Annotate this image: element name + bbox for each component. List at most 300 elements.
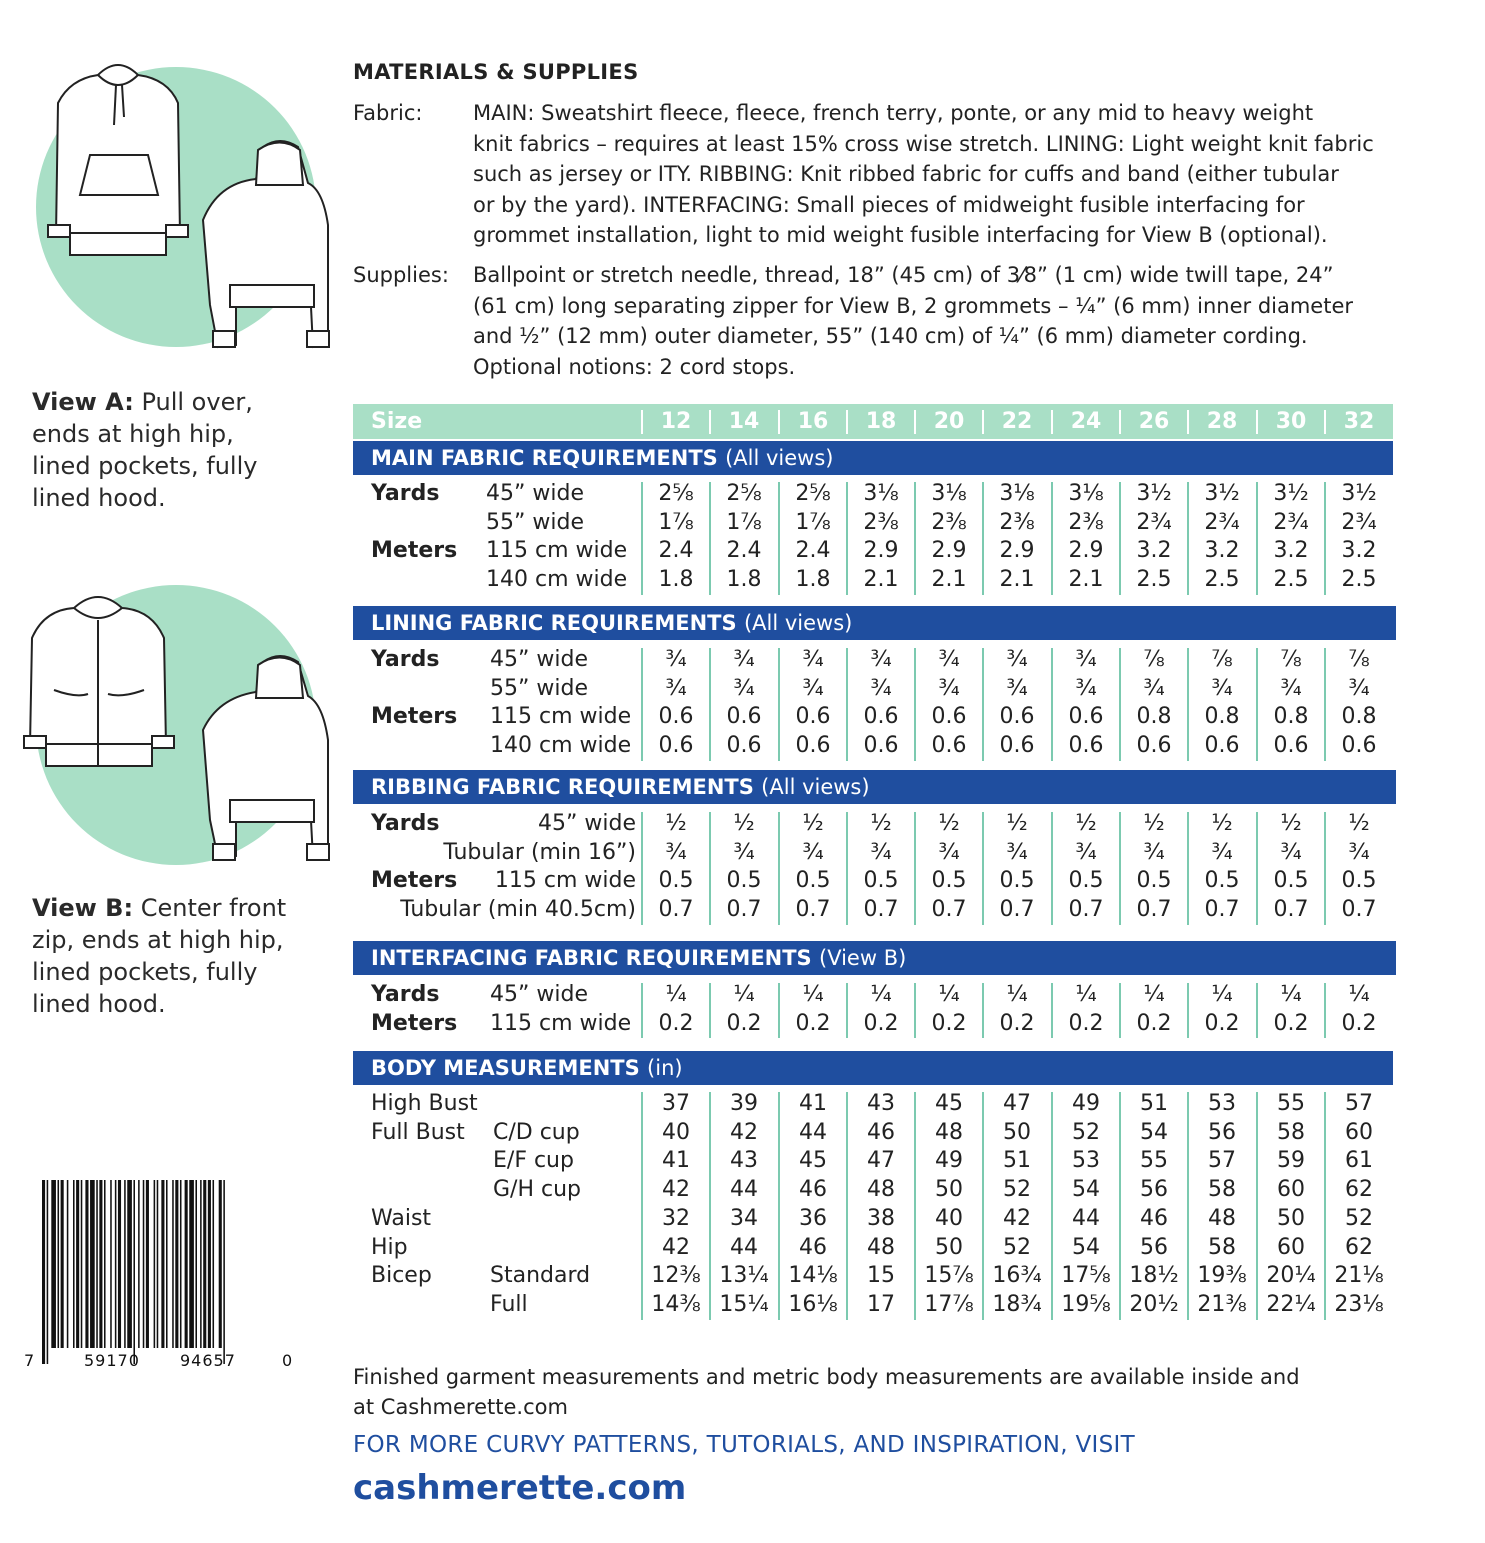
table-cell: 3½ [1204,481,1240,506]
table-cell: 17⅞ [924,1291,974,1317]
table-cell: 0.7 [931,897,967,923]
table-cell: 2⅜ [999,509,1035,535]
table-cell: 44 [730,1177,758,1203]
size-separator [1324,410,1326,434]
section-subtitle: (All views) [725,446,834,470]
view-a-text-line: Pull over, [141,388,253,416]
table-cell: 2.1 [999,567,1035,593]
table-cell: ¾ [802,839,824,865]
supplies-line: (61 cm) long separating zipper for View B, 2 grommets – ¼” (6 mm) inner diameter [473,293,1354,318]
table-cell: 47 [1003,1091,1031,1116]
table-cell: 46 [1140,1205,1168,1231]
table-cell: 48 [867,1177,895,1203]
supplies-text [473,260,1403,382]
table-cell: ½ [1348,811,1370,836]
footer-note-line: Finished garment measurements and metric body measurements are available inside and [353,1365,1300,1389]
row-label: 140 cm wide [486,567,628,593]
table-cell: 2¾ [1341,509,1377,535]
row-group-label: Yards [371,982,440,1007]
row-label: 45” wide [490,647,588,672]
size-separator [914,410,916,434]
table-cell: ¼ [1075,982,1097,1007]
row-label: Full [490,1291,528,1317]
table-cell: ¾ [1348,675,1370,701]
table-cell: 16¾ [992,1263,1042,1289]
section-subtitle: (All views) [761,775,870,799]
supplies-line: Ballpoint or stretch needle, thread, 18” (45 cm) of 3⁄8” (1 cm) wide twill tape, 24” [473,263,1334,287]
table-cell: 1⅞ [658,509,694,535]
table-cell: 0.7 [795,897,831,923]
section-subtitle: (All views) [743,611,853,635]
table-cell: ¾ [665,647,687,672]
view-b-text-line: Center front [140,894,287,922]
size-separator [709,410,711,434]
table-cell: 3½ [1273,481,1309,506]
table-cell: ¾ [938,675,960,701]
table-cell: 3⅛ [999,481,1035,506]
table-cell: 45 [799,1148,827,1174]
table-cell: 0.6 [999,704,1035,730]
row-group-label: High Bust [371,1091,478,1116]
table-cell: 0.5 [1273,868,1309,894]
table-cell: ¾ [1211,839,1233,865]
table-cell: 46 [867,1119,895,1145]
row-group-label: Yards [371,647,440,672]
table-cell: 0.7 [1068,897,1104,923]
table-cell: 41 [799,1091,827,1116]
table-cell: 32 [662,1205,690,1231]
row-group-label: Hip [371,1234,408,1260]
table-cell: 51 [1003,1148,1031,1174]
table-cell: ¼ [733,982,755,1007]
table-cell: 0.8 [1273,704,1309,730]
table-cell: 2.9 [1068,538,1104,564]
size-column-header: 30 [1275,409,1307,434]
table-cell: 0.6 [931,704,967,730]
size-separator [1119,410,1121,434]
table-cell: 0.6 [931,733,967,759]
table-cell: 2.9 [931,538,967,564]
table-cell: 51 [1140,1091,1168,1116]
row-label: 45” wide [490,982,588,1007]
table-cell: 15 [867,1263,895,1289]
size-column-header: 16 [797,409,829,434]
table-cell: 0.6 [795,704,831,730]
table-cell: 0.5 [795,868,831,894]
size-label: Size [371,409,423,434]
row-group-label: Waist [371,1205,432,1231]
table-cell: 42 [662,1234,690,1260]
table-cell: 0.7 [999,897,1035,923]
table-cell: 0.2 [795,1010,831,1036]
table-cell: 0.7 [658,897,694,923]
table-cell: 46 [799,1234,827,1260]
section-title: MAIN FABRIC REQUIREMENTS [371,446,718,470]
row-label: 45” wide [538,811,636,836]
table-cell: 2⅝ [795,481,831,506]
size-column-header: 18 [865,409,897,434]
section-header [353,1051,1393,1085]
table-cell: 2¾ [1136,509,1172,535]
table-cell: ¾ [665,675,687,701]
table-cell: 0.5 [1341,868,1377,894]
table-cell: 0.6 [726,704,762,730]
table-cell: 15¼ [719,1291,769,1317]
table-cell: ⅞ [1143,647,1165,672]
table-cell: 42 [662,1177,690,1203]
table-cell: 0.6 [863,704,899,730]
table-cell: ¾ [1280,839,1302,865]
view-b-label: View B: [32,894,134,922]
table-cell: ⅞ [1348,647,1370,672]
row-label: 115 cm wide [490,1010,632,1036]
table-cell: ¼ [1006,982,1028,1007]
table-cell: 0.5 [1204,868,1240,894]
row-label: G/H cup [493,1177,581,1203]
size-separator [1187,410,1189,434]
table-cell: 21⅛ [1334,1263,1384,1289]
view-b-text-line: zip, ends at high hip, [32,926,284,954]
table-cell: 56 [1140,1234,1168,1260]
table-cell: 60 [1345,1119,1373,1145]
table-cell: 0.2 [1068,1010,1104,1036]
table-cell: 1⅞ [795,509,831,535]
size-column-header: 26 [1138,409,1170,434]
table-cell: 0.2 [1273,1010,1309,1036]
row-group-label: Meters [371,538,458,564]
footer-cta: FOR MORE CURVY PATTERNS, TUTORIALS, AND INSPIRATION, VISIT [353,1432,1135,1458]
supplies-line: and ½” (12 mm) outer diameter, 55” (140 cm) of ¼” (6 mm) diameter cording. [473,324,1308,348]
table-cell: 54 [1072,1234,1100,1260]
footer-note [353,1362,1383,1422]
table-cell: 0.2 [863,1010,899,1036]
table-cell: 38 [867,1205,895,1231]
table-cell: 58 [1208,1234,1236,1260]
table-cell: 36 [799,1205,827,1231]
view-a-label: View A: [32,388,134,416]
table-cell: ¾ [1211,675,1233,701]
table-cell: ¾ [1075,647,1097,672]
table-cell: ¾ [1075,839,1097,865]
table-cell: 0.2 [931,1010,967,1036]
view-b-text-line: lined pockets, fully [32,958,258,986]
table-cell: 50 [935,1234,963,1260]
table-cell: ½ [938,811,960,836]
fabric-label: Fabric: [353,101,423,125]
section-header [353,770,1396,804]
table-cell: 2.5 [1273,567,1309,593]
table-cell: 13¼ [719,1263,769,1289]
size-column-header: 12 [660,409,692,434]
fabric-line: or by the yard). INTERFACING: Small pieces of midweight fusible interfacing for [473,192,1305,217]
barcode-right-digit: 0 [282,1351,293,1370]
table-cell: ½ [1211,811,1233,836]
table-cell: 60 [1277,1234,1305,1260]
table-cell: 57 [1345,1091,1373,1116]
table-cell: 0.7 [1341,897,1377,923]
fabric-line: knit fabrics – requires at least 15% cross wise stretch. LINING: Light weight knit fabric [473,131,1374,156]
size-column-header: 24 [1070,409,1102,434]
table-cell: 0.5 [1068,868,1104,894]
table-cell: 12⅜ [651,1263,701,1289]
table-cell: 57 [1208,1148,1236,1174]
footer-url-link[interactable]: cashmerette.com [353,1468,687,1508]
table-cell: 0.6 [1273,733,1309,759]
section-subtitle: (View B) [819,946,907,970]
table-cell: ¾ [870,675,892,701]
table-cell: 41 [662,1148,690,1174]
table-cell: 0.6 [658,704,694,730]
table-cell: 2⅝ [726,481,762,506]
table-cell: ¾ [733,647,755,672]
table-cell: 2¾ [1204,509,1240,535]
table-cell: 50 [935,1177,963,1203]
table-cell: 3.2 [1341,538,1377,564]
table-cell: 18¾ [992,1291,1042,1317]
size-separator [1051,410,1053,434]
table-cell: ¼ [802,982,824,1007]
footer-note-line: at Cashmerette.com [353,1395,568,1419]
barcode-image [24,1176,296,1376]
row-label: 55” wide [486,509,584,535]
view-b-caption [32,892,332,1020]
view-a-illustration [18,55,338,365]
barcode-group-1: 59170 [84,1351,140,1370]
table-cell: 0.6 [1068,704,1104,730]
table-cell: 52 [1345,1205,1373,1231]
table-cell: 2⅜ [863,509,899,535]
supplies-label: Supplies: [353,263,449,287]
row-group-label: Meters [371,704,458,730]
table-cell: 16⅛ [788,1291,838,1317]
table-cell: 23⅛ [1334,1291,1384,1317]
table-cell: 0.6 [863,733,899,759]
table-cell: ½ [665,811,687,836]
table-cell: 22¼ [1266,1291,1316,1317]
table-cell: 0.2 [658,1010,694,1036]
row-group-label: Meters [371,868,458,894]
table-cell: 2.4 [658,538,694,564]
row-label: 115 cm wide [486,538,628,564]
table-cell: 50 [1003,1119,1031,1145]
table-cell: 2.1 [863,567,899,593]
table-cell: 2.1 [1068,567,1104,593]
table-cell: 3⅛ [863,481,899,506]
row-group-label: Yards [371,481,440,506]
table-cell: 43 [730,1148,758,1174]
table-cell: 1.8 [658,567,694,593]
view-a-text-line: ends at high hip, [32,420,234,448]
table-cell: 44 [730,1234,758,1260]
size-column-header: 32 [1343,409,1375,434]
table-cell: 0.2 [1136,1010,1172,1036]
table-cell: 0.6 [1204,733,1240,759]
size-separator [846,410,848,434]
size-separator [778,410,780,434]
table-cell: 2⅜ [931,509,967,535]
table-cell: 40 [662,1119,690,1145]
fabric-line: grommet installation, light to mid weight fusible interfacing for View B (optional). [473,223,1328,247]
table-cell: ¾ [665,839,687,865]
table-cell: 48 [867,1234,895,1260]
table-cell: ¼ [1280,982,1302,1007]
section-header [353,441,1393,475]
size-separator [982,410,984,434]
table-cell: 2¾ [1273,509,1309,535]
table-cell: 0.2 [999,1010,1035,1036]
barcode-group-2: 94657 [180,1351,236,1370]
table-cell: 0.6 [999,733,1035,759]
table-cell: 3⅛ [931,481,967,506]
table-cell: 15⅞ [924,1263,974,1289]
table-cell: 48 [935,1119,963,1145]
table-cell: 19⅝ [1061,1291,1111,1317]
table-cell: 0.2 [1204,1010,1240,1036]
barcode-left-digit: 7 [24,1351,35,1370]
table-cell: ½ [1006,811,1028,836]
table-cell: 2.5 [1341,567,1377,593]
table-cell: ¼ [1348,982,1370,1007]
table-cell: 56 [1140,1177,1168,1203]
size-separator [1256,410,1258,434]
table-cell: 44 [1072,1205,1100,1231]
table-cell: 62 [1345,1234,1373,1260]
size-column-header: 20 [933,409,965,434]
view-a-caption [32,386,332,514]
row-group-label: Meters [371,1010,458,1036]
materials-title: MATERIALS & SUPPLIES [353,60,639,84]
table-cell: 48 [1208,1205,1236,1231]
table-cell: ½ [733,811,755,836]
fabric-line: MAIN: Sweatshirt fleece, fleece, french terry, ponte, or any mid to heavy weight [473,101,1314,125]
section-title: RIBBING FABRIC REQUIREMENTS [371,775,754,799]
table-cell: 53 [1072,1148,1100,1174]
table-cell: 58 [1277,1119,1305,1145]
table-cell: 18½ [1129,1263,1179,1289]
table-cell: 17 [867,1291,895,1317]
fabric-text [473,98,1403,251]
table-cell: ¾ [1280,675,1302,701]
table-cell: 1.8 [726,567,762,593]
table-cell: 0.8 [1204,704,1240,730]
table-cell: ⅞ [1211,647,1233,672]
table-cell: 20¼ [1266,1263,1316,1289]
table-cell: ½ [802,811,824,836]
table-cell: 2.4 [795,538,831,564]
table-cell: 42 [1003,1205,1031,1231]
row-label: 115 cm wide [494,868,636,894]
table-cell: 0.5 [658,868,694,894]
section-title: BODY MEASUREMENTS [371,1056,640,1080]
table-cell: 0.5 [1136,868,1172,894]
table-cell: 0.5 [726,868,762,894]
view-b-illustration [18,580,338,880]
table-cell: ¾ [870,647,892,672]
table-cell: 0.6 [795,733,831,759]
table-cell: ½ [1075,811,1097,836]
table-cell: ¼ [938,982,960,1007]
row-label: Tubular (min 40.5cm) [400,897,636,923]
table-cell: 3½ [1136,481,1172,506]
table-cell: ⅞ [1280,647,1302,672]
table-cell: 40 [935,1205,963,1231]
table-cell: 53 [1208,1091,1236,1116]
table-cell: 3.2 [1204,538,1240,564]
table-cell: 0.5 [931,868,967,894]
table-cell: ¾ [938,839,960,865]
table-cell: ¼ [1143,982,1165,1007]
table-cell: 46 [799,1177,827,1203]
table-cell: 0.8 [1341,704,1377,730]
row-group-label: Full Bust [371,1119,465,1145]
size-column-header: 22 [1001,409,1033,434]
table-cell: 1⅞ [726,509,762,535]
row-label: C/D cup [493,1119,580,1145]
table-cell: 58 [1208,1177,1236,1203]
table-cell: ½ [1143,811,1165,836]
section-header [353,941,1396,975]
table-cell: 50 [1277,1205,1305,1231]
table-cell: 14⅜ [651,1291,701,1317]
table-cell: 0.7 [863,897,899,923]
table-cell: 14⅛ [788,1263,838,1289]
table-cell: ¾ [1075,675,1097,701]
table-cell: ¾ [1006,675,1028,701]
row-label: 45” wide [486,481,584,506]
table-cell: 0.6 [1136,733,1172,759]
size-separator [641,410,643,434]
table-cell: 2.4 [726,538,762,564]
table-cell: ¼ [1211,982,1233,1007]
table-cell: 39 [730,1091,758,1116]
table-cell: 43 [867,1091,895,1116]
table-cell: 52 [1003,1234,1031,1260]
section-subtitle: (in) [647,1056,683,1080]
table-cell: ½ [870,811,892,836]
row-label: 55” wide [490,675,588,701]
table-cell: 0.7 [1204,897,1240,923]
table-cell: 42 [730,1119,758,1145]
supplies-line: Optional notions: 2 cord stops. [473,354,796,379]
table-cell: 2⅜ [1068,509,1104,535]
row-group-label: Bicep [371,1263,432,1289]
table-cell: 0.8 [1136,704,1172,730]
table-cell: 2.5 [1136,567,1172,593]
table-cell: 0.6 [726,733,762,759]
table-cell: 56 [1208,1119,1236,1145]
table-cell: 55 [1140,1148,1168,1174]
fabric-line: such as jersey or ITY. RIBBING: Knit ribbed fabric for cuffs and band (either tubular [473,162,1339,186]
row-label: E/F cup [493,1148,574,1174]
table-cell: 34 [730,1205,758,1231]
view-b-text-line: lined hood. [32,990,166,1018]
table-cell: 44 [799,1119,827,1145]
table-cell: 0.6 [658,733,694,759]
table-cell: 55 [1277,1091,1305,1116]
row-label: Standard [490,1263,591,1289]
table-cell: 0.7 [1136,897,1172,923]
table-cell: 3.2 [1273,538,1309,564]
table-cell: 52 [1072,1119,1100,1145]
size-column-header: 28 [1206,409,1238,434]
table-cell: 52 [1003,1177,1031,1203]
view-a-text-line: lined hood. [32,484,166,512]
table-cell: 0.7 [1273,897,1309,923]
table-cell: ¼ [665,982,687,1007]
row-label: 115 cm wide [490,704,632,730]
table-cell: 21⅜ [1197,1291,1247,1317]
section-header [353,606,1396,640]
